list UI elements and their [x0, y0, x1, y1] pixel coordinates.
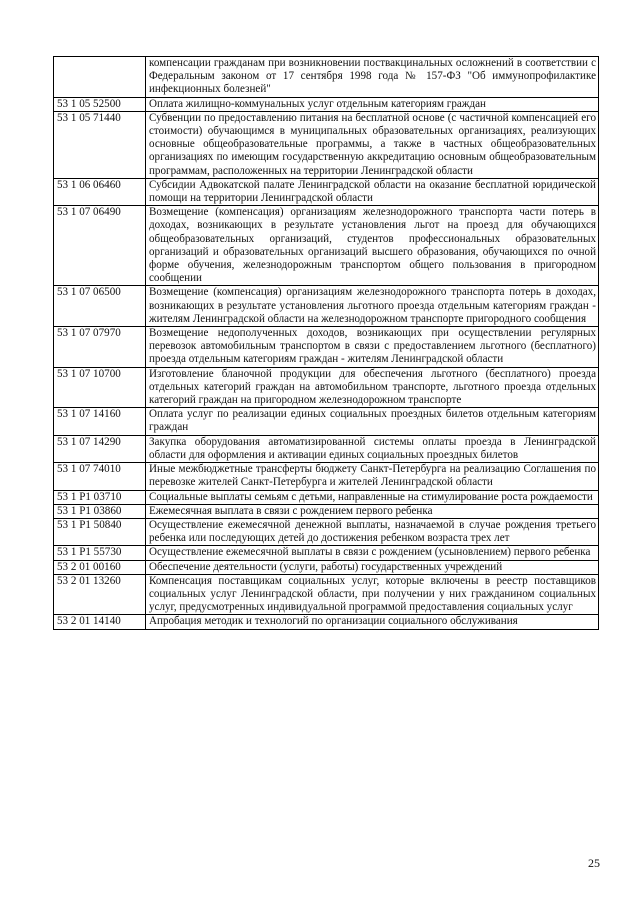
row-description: Оплата жилищно-коммунальных услуг отдельным категориям граждан — [146, 97, 599, 111]
table-row — [54, 367, 599, 408]
row-code: 53 1 P1 03860 — [54, 504, 146, 518]
row-code — [54, 57, 146, 98]
row-description: Возмещение (компенсация) организациям железнодорожного транспорта части потерь в доходах, возникающих в результате установления льгот на проезд для обучающихся общеобразовательных организаций, студентов профессиональных образовательных организаций и образовательных организаций высшего образования, обучающихся по очной форме обучения, железнодорожным транспортом общего пользования в пригородном сообщении — [146, 206, 599, 286]
table-row — [54, 490, 599, 504]
table-row — [54, 574, 599, 615]
table-row — [54, 206, 599, 286]
table-row — [54, 435, 599, 462]
table-row — [54, 97, 599, 111]
row-description: Иные межбюджетные трансферты бюджету Санкт-Петербурга на реализацию Соглашения по перевозке жителей Санкт-Петербурга и жителей Ленинградской области — [146, 463, 599, 490]
table-row — [54, 286, 599, 327]
row-code: 53 1 07 10700 — [54, 367, 146, 408]
row-description: Обеспечение деятельности (услуги, работы) государственных учреждений — [146, 560, 599, 574]
row-code: 53 1 07 14160 — [54, 408, 146, 435]
row-description: Изготовление бланочной продукции для обеспечения льготного (бесплатного) проезда отдельных категорий граждан на автомобильном транспорте, льготного проезда отдельных категорий граждан на пригородном железнодорожном транспорте — [146, 367, 599, 408]
row-code: 53 1 P1 03710 — [54, 490, 146, 504]
table-row — [54, 560, 599, 574]
row-code: 53 1 05 52500 — [54, 97, 146, 111]
row-code: 53 1 07 74010 — [54, 463, 146, 490]
row-code: 53 2 01 13260 — [54, 574, 146, 615]
row-code: 53 1 05 71440 — [54, 111, 146, 178]
row-code: 53 1 P1 55730 — [54, 546, 146, 560]
row-description: Закупка оборудования автоматизированной системы оплаты проезда в Ленинградской области для оформления и активации единых социальных проездных билетов — [146, 435, 599, 462]
row-description: компенсации гражданам при возникновении поствакцинальных осложнений в соответствии с Федеральным законом от 17 сентября 1998 года № 157-ФЗ "Об иммунопрофилактике инфекционных болезней" — [146, 57, 599, 98]
row-description: Компенсация поставщикам социальных услуг, которые включены в реестр поставщиков социальных услуг Ленинградской области, при получении у них гражданином социальных услуг, предусмотренных индивидуальной программой предоставления социальных услуг — [146, 574, 599, 615]
row-code: 53 1 07 06500 — [54, 286, 146, 327]
row-code: 53 2 01 00160 — [54, 560, 146, 574]
row-description: Социальные выплаты семьям с детьми, направленные на стимулирование роста рождаемости — [146, 490, 599, 504]
row-description: Возмещение недополученных доходов, возникающих при осуществлении регулярных перевозок автомобильным транспортом в связи с предоставлением льготного (бесплатного) проезда отдельным категориям граждан - жителям Ленинградской области — [146, 327, 599, 368]
row-description: Апробация методик и технологий по организации социального обслуживания — [146, 615, 599, 629]
row-description: Осуществление ежемесячной денежной выплаты, назначаемой в случае рождения третьего ребенка или последующих детей до достижения ребенком возраста трех лет — [146, 518, 599, 545]
row-code: 53 1 07 06490 — [54, 206, 146, 286]
table-row — [54, 408, 599, 435]
row-description: Субсидии Адвокатской палате Ленинградской области на оказание бесплатной юридической помощи на территории Ленинградской области — [146, 178, 599, 205]
row-code: 53 1 07 07970 — [54, 327, 146, 368]
table-row — [54, 57, 599, 98]
row-code: 53 1 P1 50840 — [54, 518, 146, 545]
row-code: 53 1 07 14290 — [54, 435, 146, 462]
table-row — [54, 518, 599, 545]
table-row — [54, 546, 599, 560]
row-code: 53 2 01 14140 — [54, 615, 146, 629]
table-row — [54, 178, 599, 205]
budget-codes-table — [53, 56, 599, 630]
page-number: 25 — [588, 856, 600, 870]
table-row — [54, 504, 599, 518]
row-code: 53 1 06 06460 — [54, 178, 146, 205]
table-row — [54, 111, 599, 178]
row-description: Ежемесячная выплата в связи с рождением первого ребенка — [146, 504, 599, 518]
row-description: Субвенции по предоставлению питания на бесплатной основе (с частичной компенсацией его стоимости) обучающимся в муниципальных образовательных организациях, реализующих основные общеобразовательные программы, а также в частных общеобразовательных организациях по имеющим государственную аккредитацию основным общеобразовательным программам, расположенных на территории Ленинградской области — [146, 111, 599, 178]
row-description: Возмещение (компенсация) организациям железнодорожного транспорта потерь в доходах, возникающих в результате установления льготного проезда отдельным категориям граждан - жителям Ленинградской области на железнодорожном транспорте пригородного сообщения — [146, 286, 599, 327]
row-description: Осуществление ежемесячной выплаты в связи с рождением (усыновлением) первого ребенка — [146, 546, 599, 560]
table-row — [54, 327, 599, 368]
row-description: Оплата услуг по реализации единых социальных проездных билетов отдельным категориям граждан — [146, 408, 599, 435]
table-body — [54, 57, 599, 630]
table-row — [54, 463, 599, 490]
table-row — [54, 615, 599, 629]
